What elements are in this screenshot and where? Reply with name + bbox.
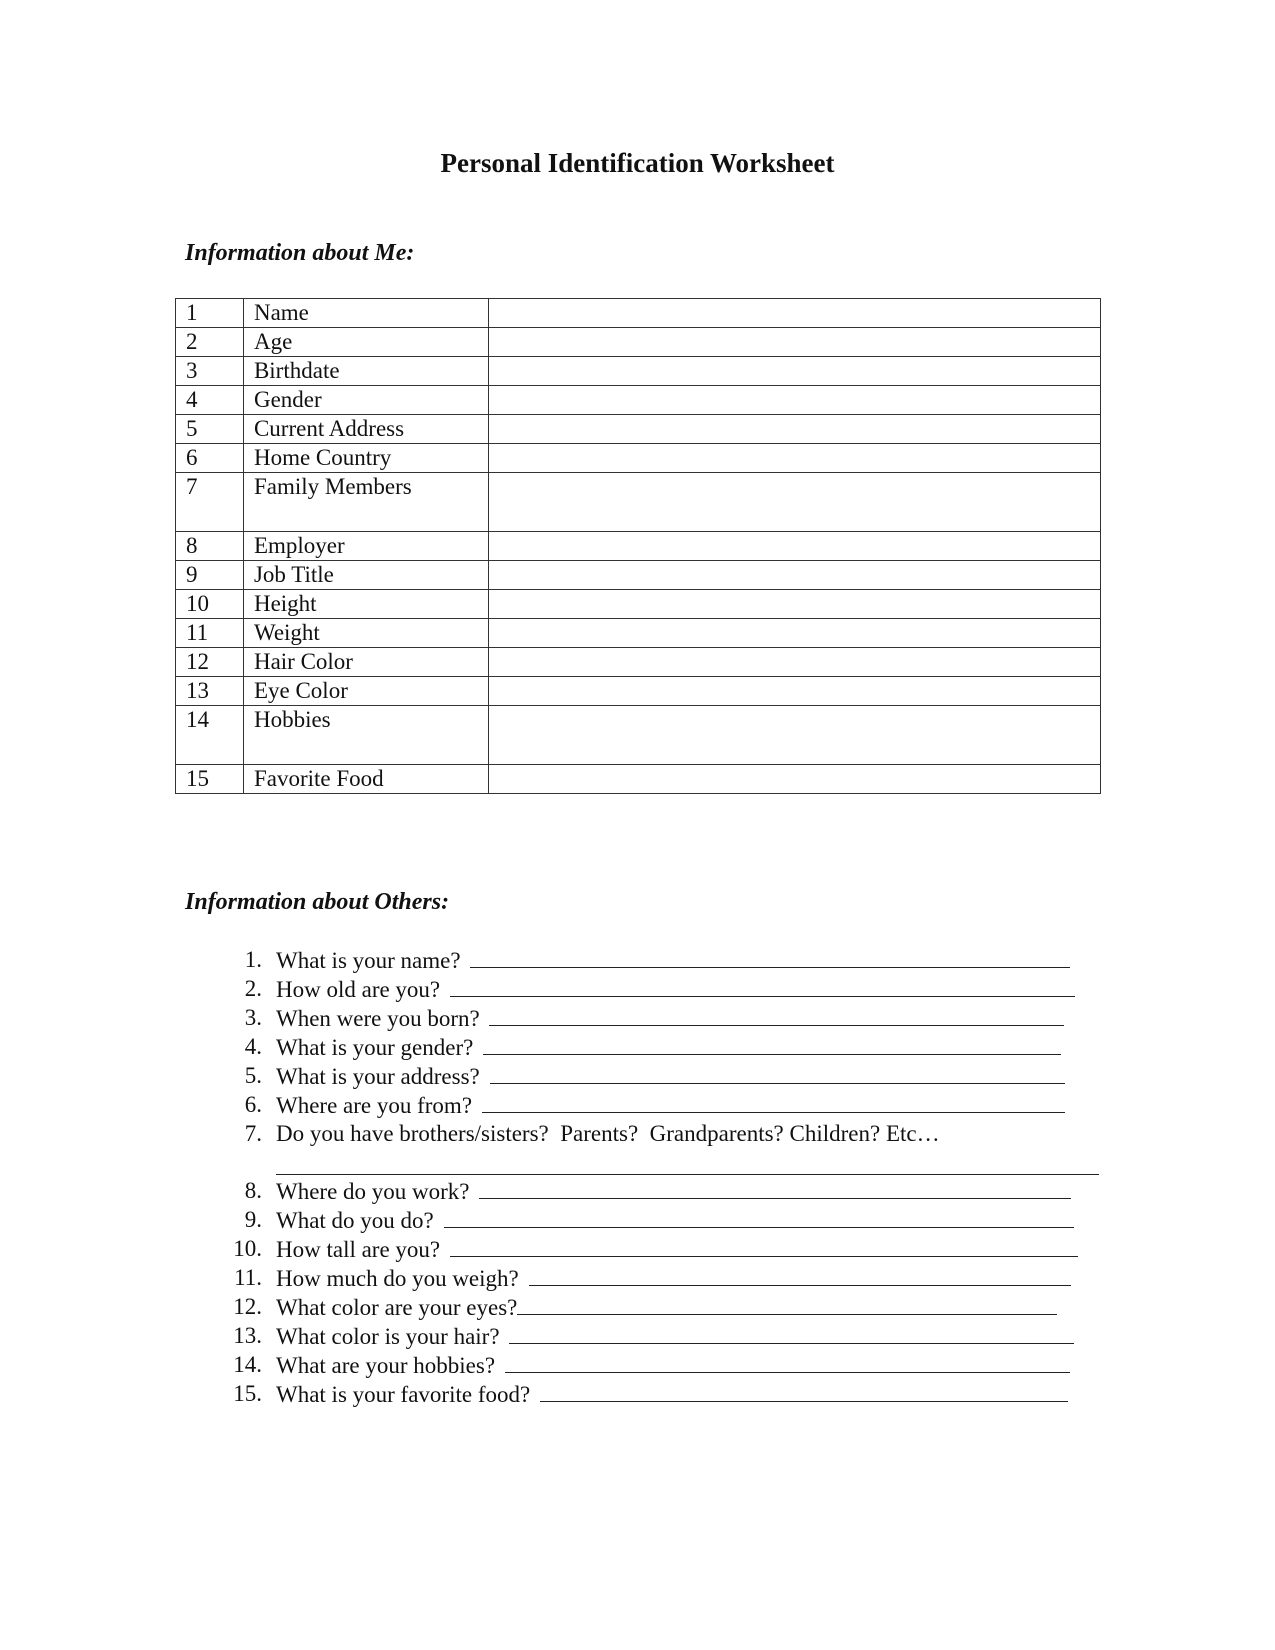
row-number: 4 xyxy=(176,386,244,415)
row-label: Current Address xyxy=(243,415,488,444)
others-question-list xyxy=(222,945,1102,1408)
answer-blank[interactable] xyxy=(483,1032,1061,1055)
list-item xyxy=(222,1003,1102,1032)
question-number: 6. xyxy=(244,1092,262,1117)
answer-blank[interactable] xyxy=(517,1292,1057,1315)
answer-blank[interactable] xyxy=(276,1148,1099,1175)
answer-blank[interactable] xyxy=(529,1263,1071,1286)
answer-cell-family-members[interactable] xyxy=(488,473,1100,532)
answer-blank[interactable] xyxy=(479,1176,1071,1199)
answer-blank[interactable] xyxy=(444,1205,1074,1228)
list-item xyxy=(222,1032,1102,1061)
table-row xyxy=(176,677,1101,706)
row-label: Hobbies xyxy=(243,706,488,765)
answer-blank[interactable] xyxy=(540,1379,1068,1402)
table-row xyxy=(176,473,1101,532)
row-number: 2 xyxy=(176,328,244,357)
answer-cell-hair-color[interactable] xyxy=(488,648,1100,677)
list-item xyxy=(222,974,1102,1003)
row-number: 13 xyxy=(176,677,244,706)
list-item xyxy=(222,945,1102,974)
table-row xyxy=(176,561,1101,590)
row-label: Age xyxy=(243,328,488,357)
question-text: What do you do? xyxy=(276,1208,440,1233)
question-text: What color are your eyes? xyxy=(276,1295,518,1320)
list-item xyxy=(222,1292,1102,1321)
answer-cell-height[interactable] xyxy=(488,590,1100,619)
answer-blank[interactable] xyxy=(505,1350,1070,1373)
question-number: 7. xyxy=(244,1121,262,1146)
list-item xyxy=(222,1234,1102,1263)
list-item xyxy=(222,1205,1102,1234)
row-label: Favorite Food xyxy=(243,765,488,794)
answer-cell-job-title[interactable] xyxy=(488,561,1100,590)
list-item xyxy=(222,1119,1102,1176)
answer-cell-birthdate[interactable] xyxy=(488,357,1100,386)
question-text: How tall are you? xyxy=(276,1237,446,1262)
list-item xyxy=(222,1379,1102,1408)
row-number: 7 xyxy=(176,473,244,532)
row-number: 10 xyxy=(176,590,244,619)
question-number: 2. xyxy=(244,976,262,1001)
question-number: 8. xyxy=(244,1178,262,1203)
row-label: Gender xyxy=(243,386,488,415)
answer-cell-name[interactable] xyxy=(488,299,1100,328)
row-label: Name xyxy=(243,299,488,328)
question-number: 11. xyxy=(234,1265,262,1290)
row-number: 11 xyxy=(176,619,244,648)
question-number: 13. xyxy=(233,1323,262,1348)
section-heading-about-others: Information about Others: xyxy=(185,889,450,915)
table-row xyxy=(176,648,1101,677)
table-row xyxy=(176,532,1101,561)
list-item xyxy=(222,1263,1102,1292)
table-row xyxy=(176,444,1101,473)
row-label: Eye Color xyxy=(243,677,488,706)
answer-blank[interactable] xyxy=(490,1061,1065,1084)
row-number: 8 xyxy=(176,532,244,561)
list-item xyxy=(222,1350,1102,1379)
row-label: Home Country xyxy=(243,444,488,473)
list-item xyxy=(222,1321,1102,1350)
row-label: Birthdate xyxy=(243,357,488,386)
question-number: 4. xyxy=(244,1034,262,1059)
question-text: How old are you? xyxy=(276,977,446,1002)
question-text: What is your name? xyxy=(276,948,467,973)
answer-cell-hobbies[interactable] xyxy=(488,706,1100,765)
question-text: What are your hobbies? xyxy=(276,1353,501,1378)
question-number: 12. xyxy=(233,1294,262,1319)
answer-blank[interactable] xyxy=(450,1234,1078,1257)
answer-cell-gender[interactable] xyxy=(488,386,1100,415)
answer-cell-home-country[interactable] xyxy=(488,444,1100,473)
answer-cell-age[interactable] xyxy=(488,328,1100,357)
row-number: 12 xyxy=(176,648,244,677)
question-text: What color is your hair? xyxy=(276,1324,506,1349)
row-label: Height xyxy=(243,590,488,619)
answer-blank[interactable] xyxy=(450,974,1075,997)
table-row xyxy=(176,386,1101,415)
question-number: 10. xyxy=(233,1236,262,1261)
table-row xyxy=(176,357,1101,386)
question-text: How much do you weigh? xyxy=(276,1266,525,1291)
table-row xyxy=(176,328,1101,357)
answer-cell-weight[interactable] xyxy=(488,619,1100,648)
question-text: When were you born? xyxy=(276,1006,486,1031)
question-number: 3. xyxy=(244,1005,262,1030)
question-text: What is your address? xyxy=(276,1064,486,1089)
answer-blank[interactable] xyxy=(489,1003,1064,1026)
question-number: 14. xyxy=(233,1352,262,1377)
answer-cell-favorite-food[interactable] xyxy=(488,765,1100,794)
row-label: Employer xyxy=(243,532,488,561)
answer-cell-current-address[interactable] xyxy=(488,415,1100,444)
question-text: Do you have brothers/sisters? Parents? Grandparents? Children? Etc… xyxy=(276,1121,940,1146)
question-text: What is your favorite food? xyxy=(276,1382,536,1407)
question-number: 15. xyxy=(233,1381,262,1406)
row-number: 14 xyxy=(176,706,244,765)
row-number: 1 xyxy=(176,299,244,328)
table-row xyxy=(176,765,1101,794)
row-label: Job Title xyxy=(243,561,488,590)
list-item xyxy=(222,1090,1102,1119)
list-item xyxy=(222,1176,1102,1205)
answer-blank[interactable] xyxy=(509,1321,1074,1344)
table-row xyxy=(176,299,1101,328)
section-heading-about-me: Information about Me: xyxy=(185,240,415,266)
question-number: 5. xyxy=(244,1063,262,1088)
table-row xyxy=(176,706,1101,765)
row-label: Hair Color xyxy=(243,648,488,677)
table-row xyxy=(176,415,1101,444)
table-row xyxy=(176,590,1101,619)
answer-blank[interactable] xyxy=(482,1090,1065,1113)
question-text: Where do you work? xyxy=(276,1179,476,1204)
row-label: Family Members xyxy=(243,473,488,532)
page-title: Personal Identification Worksheet xyxy=(440,148,835,178)
row-number: 6 xyxy=(176,444,244,473)
answer-blank[interactable] xyxy=(470,945,1070,968)
row-number: 9 xyxy=(176,561,244,590)
row-label: Weight xyxy=(243,619,488,648)
answer-cell-eye-color[interactable] xyxy=(488,677,1100,706)
row-number: 15 xyxy=(176,765,244,794)
question-number: 1. xyxy=(244,947,262,972)
question-text: Where are you from? xyxy=(276,1093,478,1118)
row-number: 3 xyxy=(176,357,244,386)
list-item xyxy=(222,1061,1102,1090)
row-number: 5 xyxy=(176,415,244,444)
about-me-table xyxy=(175,298,1101,794)
question-number: 9. xyxy=(244,1207,262,1232)
table-row xyxy=(176,619,1101,648)
answer-cell-employer[interactable] xyxy=(488,532,1100,561)
question-text: What is your gender? xyxy=(276,1035,480,1060)
